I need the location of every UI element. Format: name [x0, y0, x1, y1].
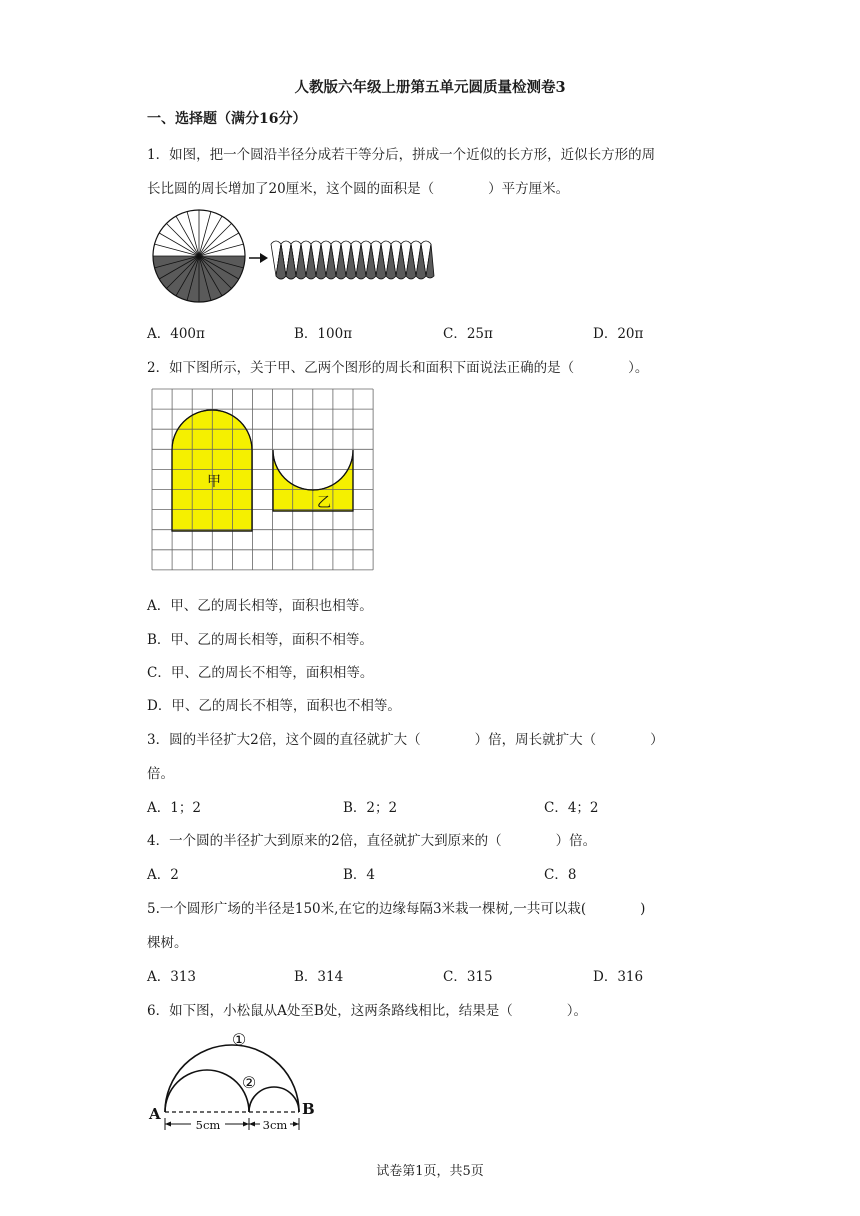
q3-option-a: A．1；2	[147, 800, 201, 816]
q1-option-a: A．400π	[147, 326, 205, 342]
q6-semicircle-figure	[147, 1026, 327, 1136]
q2-line-1: 2．如下图所示，关于甲、乙两个图形的周长和面积下面说法正确的是（ ）。	[147, 360, 649, 376]
q2-grid-figure	[152, 389, 376, 571]
q1-option-d: D．20π	[593, 326, 644, 342]
section-heading: 一、选择题（满分16分）	[147, 111, 307, 127]
q3-option-c: C．4；2	[544, 800, 599, 816]
page-footer: 试卷第1页，共5页	[376, 1164, 484, 1179]
q1-option-b: B．100π	[294, 326, 353, 342]
q3-line-1: 3．圆的半径扩大2倍，这个圆的直径就扩大（ ）倍，周长就扩大（ ）	[147, 732, 664, 748]
dim-5cm: 5cm	[195, 1118, 221, 1132]
q2-option-c: C．甲、乙的周长不相等，面积相等。	[147, 665, 374, 681]
q5-option-a: A．313	[147, 969, 197, 985]
q4-option-c: C．8	[544, 867, 577, 883]
q5-option-d: D．316	[593, 969, 644, 985]
point-b-label: B	[302, 1100, 315, 1118]
label-jia: 甲	[207, 474, 221, 490]
route-2-label: ②	[241, 1073, 257, 1092]
q5-line-1: 5.一个圆形广场的半径是150米,在它的边缘每隔3米栽一棵树,一共可以栽( )	[147, 901, 646, 917]
point-a-label: A	[149, 1105, 161, 1123]
label-yi: 乙	[317, 495, 331, 511]
q6-line-1: 6．如下图，小松鼠从A处至B处，这两条路线相比，结果是（ ）。	[147, 1003, 588, 1019]
page-title: 人教版六年级上册第五单元圆质量检测卷3	[294, 79, 566, 96]
q3-line-2: 倍。	[147, 766, 174, 782]
route-1-label: ①	[231, 1030, 247, 1049]
q5-option-b: B．314	[294, 969, 344, 985]
q2-option-d: D．甲、乙的周长不相等，面积也不相等。	[147, 698, 401, 714]
q1-option-c: C．25π	[443, 326, 493, 342]
q2-option-a: A．甲、乙的周长相等，面积也相等。	[147, 598, 373, 614]
q3-option-b: B．2；2	[343, 800, 398, 816]
q1-circle-figure	[150, 208, 450, 304]
q4-line-1: 4．一个圆的半径扩大到原来的2倍，直径就扩大到原来的（ ）倍。	[147, 833, 597, 849]
q4-option-a: A．2	[147, 867, 179, 883]
q5-option-c: C．315	[443, 969, 493, 985]
q1-line-2: 长比圆的周长增加了20厘米，这个圆的面积是（ ）平方厘米。	[147, 181, 570, 197]
q4-option-b: B．4	[343, 867, 376, 883]
dim-3cm: 3cm	[262, 1118, 288, 1132]
q2-option-b: B．甲、乙的周长相等，面积不相等。	[147, 632, 373, 648]
q1-line-1: 1．如图，把一个圆沿半径分成若干等分后，拼成一个近似的长方形，近似长方形的周	[147, 147, 656, 163]
q5-line-2: 棵树。	[147, 935, 188, 951]
